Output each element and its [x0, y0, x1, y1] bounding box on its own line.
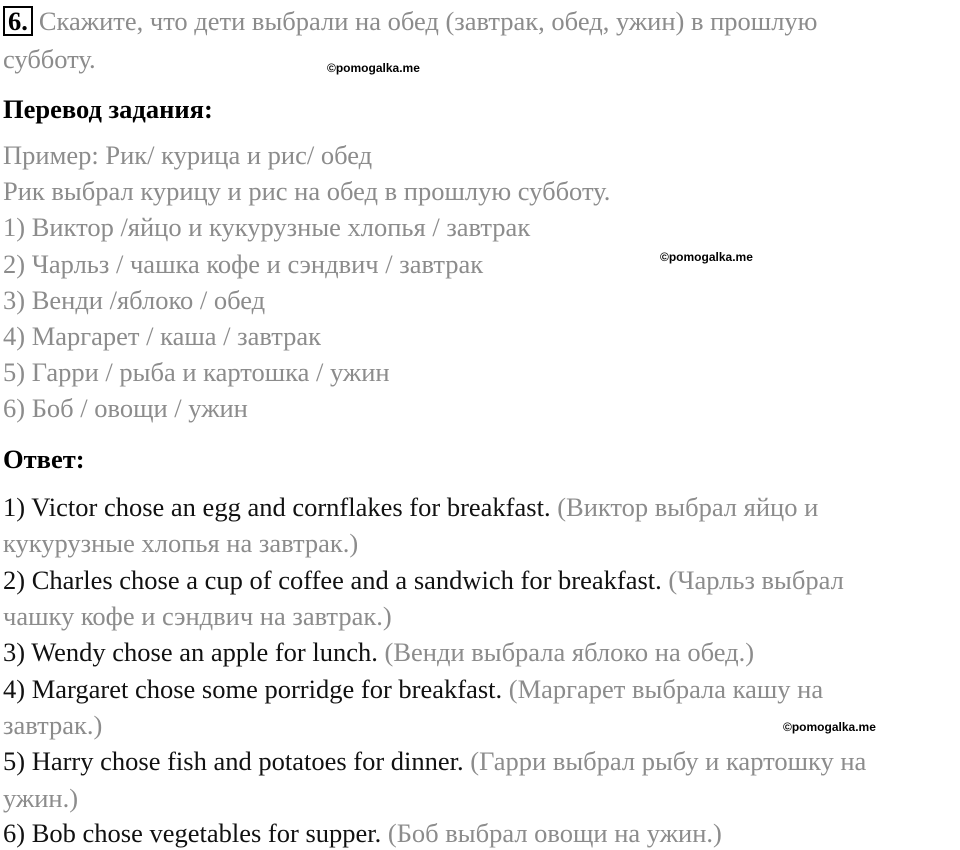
translation-line: 1) Виктор /яйцо и кукурузные хлопья / завтрак: [3, 212, 531, 242]
answer-russian-continued: чашку кофе и сэндвич на завтрак.): [3, 601, 392, 631]
answer-english: 5) Harry chose fish and potatoes for dinner.: [3, 746, 464, 776]
translation-line: Пример: Рик/ курица и рис/ обед: [3, 140, 373, 170]
translation-heading: Перевод задания:: [3, 94, 213, 124]
answer-russian-continued: завтрак.): [3, 710, 103, 740]
watermark: ©pomogalka.me: [660, 250, 753, 264]
answer-russian: (Виктор выбрал яйцо и: [557, 492, 819, 522]
answer-russian: (Чарльз выбрал: [668, 565, 844, 595]
answer-russian-continued: ужин.): [3, 783, 79, 813]
translation-line: 4) Маргарет / каша / завтрак: [3, 321, 321, 351]
answer-heading: Ответ:: [3, 444, 85, 474]
watermark: ©pomogalka.me: [783, 720, 876, 734]
answer-russian: (Венди выбрала яблоко на обед.): [384, 637, 755, 667]
answer-russian-continued: кукурузные хлопья на завтрак.): [3, 528, 359, 558]
task-text-line-1: Скажите, что дети выбрали на обед (завтрак, обед, ужин) в прошлую: [38, 6, 818, 36]
answer-english: 1) Victor chose an egg and cornflakes for breakfast.: [3, 492, 551, 522]
watermark: ©pomogalka.me: [327, 61, 420, 75]
answer-item-6: [3, 816, 722, 850]
answer-item-3: [3, 635, 754, 669]
translation-line: 2) Чарльз / чашка кофе и сэндвич / завтрак: [3, 249, 484, 279]
translation-line: Рик выбрал курицу и рис на обед в прошлую субботу.: [3, 176, 611, 206]
translation-line: 5) Гарри / рыба и картошка / ужин: [3, 357, 390, 387]
answer-item-2: [3, 563, 844, 597]
answer-item-5: [3, 744, 866, 778]
answer-russian: (Боб выбрал овощи на ужин.): [387, 818, 722, 848]
answer-russian: (Маргарет выбрала кашу на: [508, 674, 824, 704]
answer-item-1: [3, 490, 818, 524]
task-text-line-2: субботу.: [3, 44, 96, 74]
translation-line: 6) Боб / овощи / ужин: [3, 393, 248, 423]
task-number-box: 6.: [3, 6, 33, 36]
answer-english: 3) Wendy chose an apple for lunch.: [3, 637, 378, 667]
translation-line: 3) Венди /яблоко / обед: [3, 285, 266, 315]
answer-english: 6) Bob chose vegetables for supper.: [3, 818, 382, 848]
answer-item-4: [3, 672, 823, 706]
task-line-1: [3, 4, 817, 38]
answer-english: 2) Charles chose a cup of coffee and a sandwich for breakfast.: [3, 565, 662, 595]
answer-english: 4) Margaret chose some porridge for breakfast.: [3, 674, 503, 704]
answer-russian: (Гарри выбрал рыбу и картошку на: [470, 746, 867, 776]
